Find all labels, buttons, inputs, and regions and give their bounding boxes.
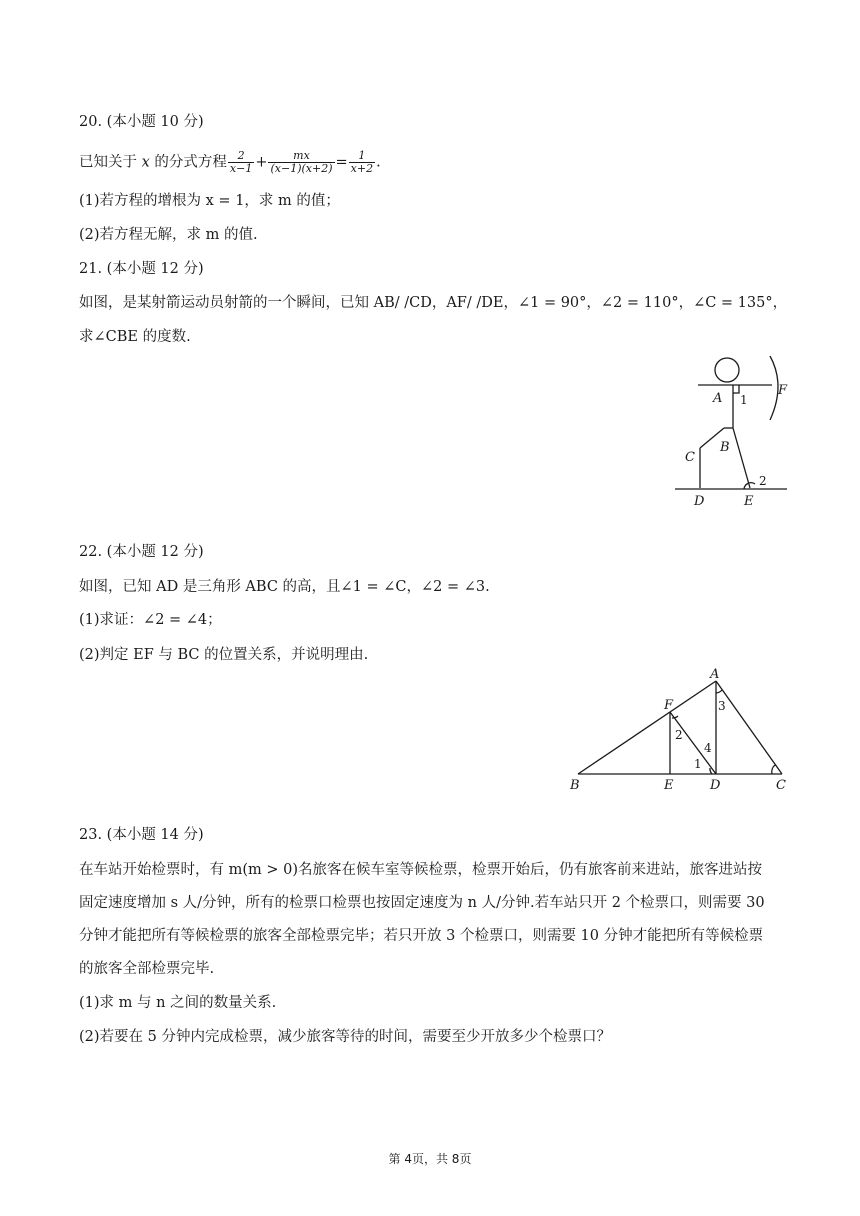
label-c: C <box>776 778 786 793</box>
right-angle-mark <box>733 385 739 393</box>
angle-3-arc <box>716 690 722 693</box>
fraction-3-num: 1 <box>349 150 375 163</box>
fraction-3 <box>349 150 375 175</box>
page-footer: 第 4页，共 8页 <box>388 1152 472 1166</box>
q21-title: 21. (本小题 12 分) <box>79 261 204 277</box>
fraction-2 <box>268 150 334 175</box>
label-d: D <box>694 494 705 509</box>
q22-part2: (2)判定 EF 与 BC 的位置关系，并说明理由. <box>79 647 369 663</box>
line-be <box>733 428 750 488</box>
q21-line2: 求∠CBE 的度数. <box>79 329 191 345</box>
label-a: A <box>710 667 720 682</box>
q20-stem-prefix: 已知关于 <box>79 154 142 171</box>
label-c: C <box>685 450 695 465</box>
label-d: D <box>710 778 721 793</box>
plus-sign: + <box>255 154 268 171</box>
equals-sign: = <box>335 154 348 171</box>
q20-stem-end: . <box>376 154 381 171</box>
q23-part1: (1)求 m 与 n 之间的数量关系. <box>79 995 277 1011</box>
q23-line3: 分钟才能把所有等候检票的旅客全部检票完毕；若只开放 3 个检票口，则需要 10 分钟才能把所有等候检票 <box>79 928 764 944</box>
q22-title: 22. (本小题 12 分) <box>79 544 204 560</box>
q21-line1: 如图，是某射箭运动员射箭的一个瞬间，已知 AB/ /CD，AF/ /DE，∠1 = 90°，∠2 = 110°，∠C = 135°， <box>79 295 788 311</box>
q20-stem <box>79 150 381 175</box>
label-a: A <box>713 391 723 406</box>
label-2: 2 <box>675 728 683 742</box>
q20-stem-mid: 的分式方程 <box>149 154 227 171</box>
label-2: 2 <box>759 474 767 488</box>
label-e: E <box>664 778 674 793</box>
label-1: 1 <box>740 393 748 407</box>
q20-title: 20. (本小题 10 分) <box>79 114 204 130</box>
q23-line2: 固定速度增加 s 人/分钟，所有的检票口检票也按固定速度为 n 人/分钟.若车站只开 2 个检票口，则需要 30 <box>79 895 765 911</box>
fraction-3-den: x+2 <box>350 162 374 175</box>
archer-figure <box>660 350 800 510</box>
q22-line1: 如图，已知 AD 是三角形 ABC 的高，且∠1 = ∠C，∠2 = ∠3. <box>79 579 490 595</box>
q23-line4: 的旅客全部检票完毕. <box>79 961 215 977</box>
fraction-1 <box>228 150 254 175</box>
line-ac <box>716 681 782 774</box>
fraction-1-den: x−1 <box>229 162 253 175</box>
q20-stem-var: x <box>141 154 150 171</box>
q22-part1: (1)求证：∠2 = ∠4； <box>79 612 222 628</box>
fraction-2-num: mx <box>268 150 334 163</box>
angle-c-arc <box>772 765 775 774</box>
label-e: E <box>744 494 754 509</box>
head-circle <box>715 358 739 382</box>
q20-part2: (2)若方程无解，求 m 的值. <box>79 227 258 243</box>
fraction-1-num: 2 <box>228 150 254 163</box>
label-f: F <box>664 698 674 713</box>
label-b: B <box>720 440 730 455</box>
q23-title: 23. (本小题 14 分) <box>79 827 204 843</box>
label-f: F <box>778 383 788 398</box>
label-3: 3 <box>718 699 726 713</box>
q23-part2: (2)若要在 5 分钟内完成检票，减少旅客等待的时间，需要至少开放多少个检票口？ <box>79 1029 611 1045</box>
bow-arc <box>770 356 778 420</box>
triangle-figure <box>560 665 800 795</box>
label-4: 4 <box>704 741 712 755</box>
label-b: B <box>570 778 580 793</box>
label-1: 1 <box>694 757 702 771</box>
q20-part1: (1)若方程的增根为 x = 1，求 m 的值； <box>79 193 340 209</box>
q23-line1: 在车站开始检票时，有 m(m > 0)名旅客在候车室等候检票，检票开始后，仍有旅客前来进站，旅客进站按 <box>79 862 763 878</box>
fraction-2-den: (x−1)(x+2) <box>270 162 333 175</box>
